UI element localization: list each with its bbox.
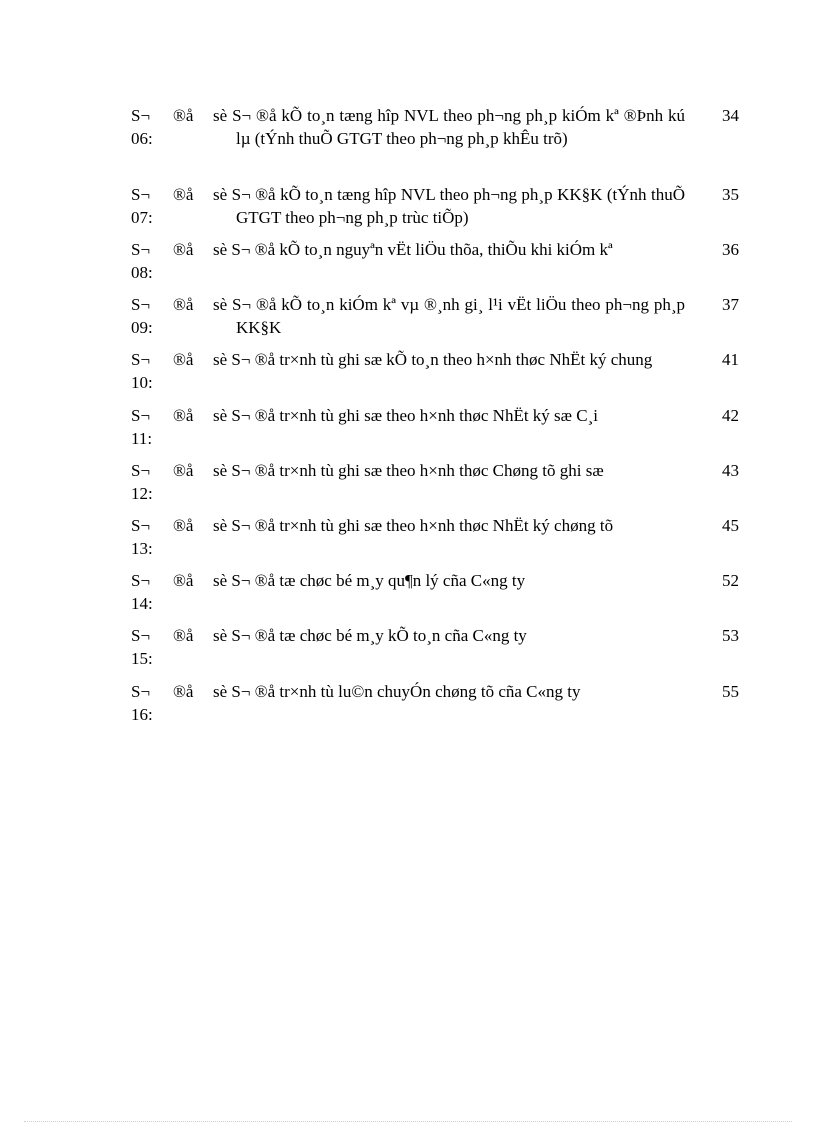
row-description: sè S¬ ®å tr×nh tù lu©n chuyÓn chøng tõ cña C«ng ty xyxy=(213,682,581,701)
row-label-prefix: S¬ 14: xyxy=(131,571,153,613)
row-label-prefix: S¬ 11: xyxy=(131,406,153,448)
row-label-word: ®å xyxy=(173,295,194,314)
row-description: sè S¬ ®å kÕ to¸n tæng hîp NVL theo ph¬ng ph¸p kiÓm kª ®Þnh kú lµ (tÝnh thuÕ GTGT theo ph¬ng ph¸p khÊu trõ) xyxy=(213,106,685,148)
row-label-word: ®å xyxy=(173,682,194,701)
page-bottom-divider xyxy=(24,1121,792,1122)
row-label-word: ®å xyxy=(173,106,194,125)
row-description: sè S¬ ®å tæ chøc bé m¸y qu¶n lý cña C«ng ty xyxy=(213,571,526,590)
toc-row xyxy=(131,680,743,736)
row-label-prefix: S¬ 10: xyxy=(131,350,153,392)
toc-row xyxy=(131,624,743,680)
row-description: sè S¬ ®å kÕ to¸n kiÓm kª vµ ®¸nh gi¸ l¹i vËt liÖu theo ph¬ng ph¸p KK§K xyxy=(213,295,685,337)
row-label-word: ®å xyxy=(173,516,194,535)
toc-row xyxy=(131,404,743,460)
toc-row xyxy=(131,183,743,239)
row-label-prefix: S¬ 12: xyxy=(131,461,153,503)
row-page-number: 43 xyxy=(722,461,739,480)
row-page-number: 41 xyxy=(722,350,739,369)
row-label-prefix: S¬ 16: xyxy=(131,682,153,724)
row-label-prefix: S¬ 06: xyxy=(131,106,153,148)
row-description: sè S¬ ®å kÕ to¸n nguyªn vËt liÖu thõa, thiÕu khi kiÓm kª xyxy=(213,240,613,259)
row-label-word: ®å xyxy=(173,240,194,259)
row-label-prefix: S¬ 15: xyxy=(131,626,153,668)
row-label-word: ®å xyxy=(173,461,194,480)
toc-row xyxy=(131,293,743,349)
row-page-number: 53 xyxy=(722,626,739,645)
toc-row xyxy=(131,348,743,404)
row-page-number: 42 xyxy=(722,406,739,425)
row-label-prefix: S¬ 08: xyxy=(131,240,153,282)
row-label-word: ®å xyxy=(173,406,194,425)
row-description: sè S¬ ®å tr×nh tù ghi sæ theo h×nh thøc Chøng tõ ghi sæ xyxy=(213,461,604,480)
row-label-word: ®å xyxy=(173,626,194,645)
row-page-number: 36 xyxy=(722,240,739,259)
row-description: sè S¬ ®å kÕ to¸n tæng hîp NVL theo ph¬ng ph¸p KK§K (tÝnh thuÕ GTGT theo ph¬ng ph¸p trùc tiÕp) xyxy=(213,185,685,227)
row-page-number: 37 xyxy=(722,295,739,314)
row-label-prefix: S¬ 07: xyxy=(131,185,153,227)
row-page-number: 55 xyxy=(722,682,739,701)
row-page-number: 35 xyxy=(722,185,739,204)
row-label-word: ®å xyxy=(173,185,194,204)
row-description: sè S¬ ®å tr×nh tù ghi sæ theo h×nh thøc NhËt ký chøng tõ xyxy=(213,516,614,535)
row-label-word: ®å xyxy=(173,350,194,369)
row-page-number: 52 xyxy=(722,571,739,590)
row-page-number: 45 xyxy=(722,516,739,535)
row-label-word: ®å xyxy=(173,571,194,590)
toc-row xyxy=(131,514,743,570)
row-label-prefix: S¬ 13: xyxy=(131,516,153,558)
toc-row xyxy=(131,569,743,625)
toc-row xyxy=(131,104,743,160)
toc-row xyxy=(131,459,743,515)
row-description: sè S¬ ®å tr×nh tù ghi sæ theo h×nh thøc NhËt ký sæ C¸i xyxy=(213,406,598,425)
row-description: sè S¬ ®å tæ chøc bé m¸y kÕ to¸n cña C«ng ty xyxy=(213,626,527,645)
row-label-prefix: S¬ 09: xyxy=(131,295,153,337)
row-page-number: 34 xyxy=(722,106,739,125)
toc-row xyxy=(131,238,743,294)
row-description: sè S¬ ®å tr×nh tù ghi sæ kÕ to¸n theo h×nh thøc NhËt ký chung xyxy=(213,350,653,369)
